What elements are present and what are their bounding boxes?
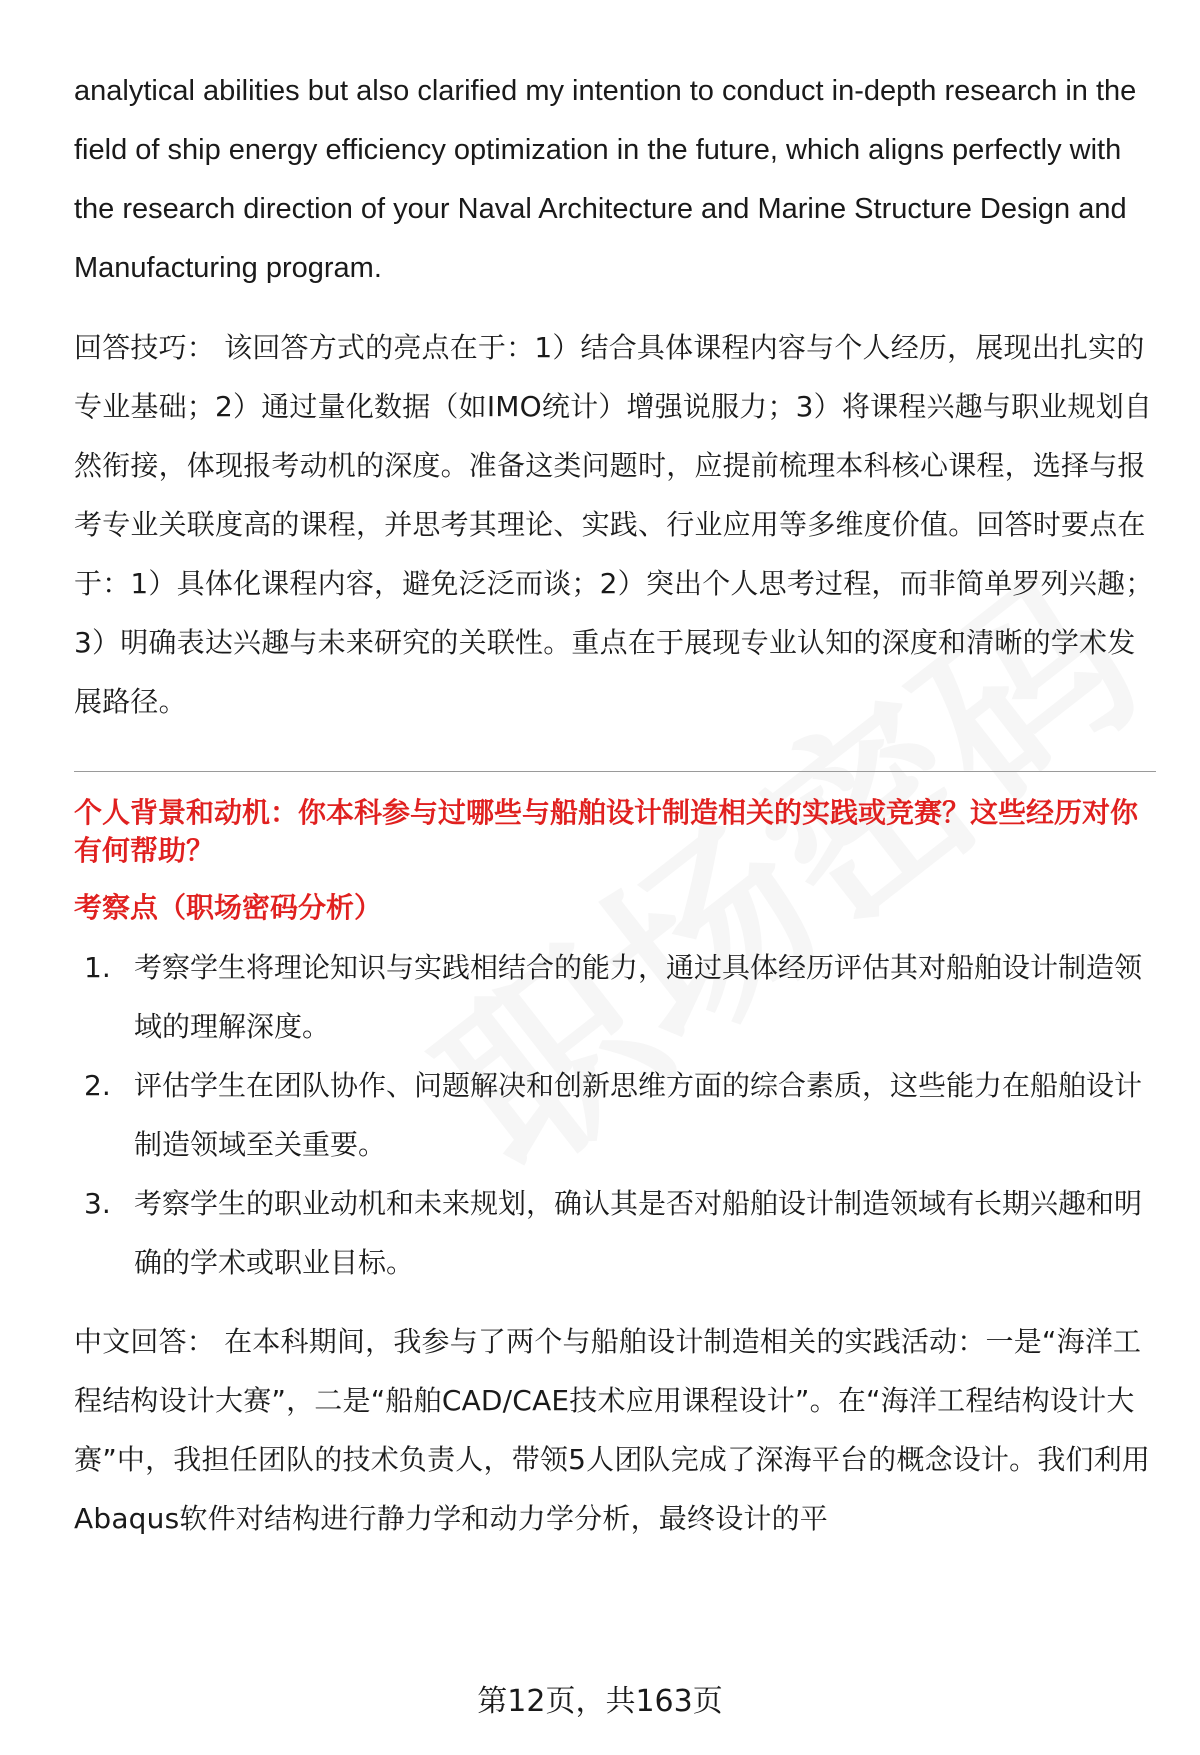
- answer-paragraph: [74, 1312, 1156, 1548]
- assessment-heading: 考察点（职场密码分析）: [74, 891, 383, 924]
- list-item-number: 1.: [84, 951, 111, 984]
- page-footer: 第12页，共163页: [477, 1684, 723, 1719]
- list-item-text: 评估学生在团队协作、问题解决和创新思维方面的综合素质，这些能力在船舶设计制造领域至关重要。: [134, 1069, 1143, 1161]
- list-item-number: 3.: [84, 1187, 111, 1220]
- list-item: [74, 1174, 1156, 1292]
- question-heading: 个人背景和动机：你本科参与过哪些与船舶设计制造相关的实践或竞赛？这些经历对你有何帮助？: [74, 796, 1139, 867]
- document-page: [74, 62, 1156, 1548]
- list-item: [74, 1056, 1156, 1174]
- assessment-list: [74, 938, 1156, 1292]
- tips-label: 回答技巧：: [74, 331, 216, 364]
- list-item-number: 2.: [84, 1069, 111, 1102]
- answer-label: 中文回答：: [74, 1325, 216, 1358]
- answer-text: 在本科期间，我参与了两个与船舶设计制造相关的实践活动：一是“海洋工程结构设计大赛”，二是“船舶CAD/CAE技术应用课程设计”。在“海洋工程结构设计大赛”中，我担任团队的技术负责人，带领5人团队完成了深海平台的概念设计。我们利用Abaqus软件对结构进行静力学和动力学分析，最终设计的平: [74, 1325, 1151, 1535]
- list-item-text: 考察学生将理论知识与实践相结合的能力，通过具体经历评估其对船舶设计制造领域的理解深度。: [134, 951, 1143, 1043]
- tips-paragraph: [74, 318, 1156, 731]
- tips-text: 该回答方式的亮点在于：1）结合具体课程内容与个人经历，展现出扎实的专业基础；2）通过量化数据（如IMO统计）增强说服力；3）将课程兴趣与职业规划自然衔接，体现报考动机的深度。准备这类问题时，应提前梳理本科核心课程，选择与报考专业关联度高的课程，并思考其理论、实践、行业应用等多维度价值。回答时要点在于：1）具体化课程内容，避免泛泛而谈；2）突出个人思考过程，而非简单罗列兴趣；3）明确表达兴趣与未来研究的关联性。重点在于展现专业认知的深度和清晰的学术发展路径。: [74, 331, 1154, 718]
- section-divider: [74, 771, 1156, 772]
- intro-paragraph: analytical abilities but also clarified my intention to conduct in-depth research in the field of ship energy efficiency optimization in the future, which aligns perfectly with the research direction of your Naval Architecture and Marine Structure Design and Manufacturing program.: [74, 75, 1137, 284]
- list-item-text: 考察学生的职业动机和未来规划，确认其是否对船舶设计制造领域有长期兴趣和明确的学术或职业目标。: [134, 1187, 1143, 1279]
- list-item: [74, 938, 1156, 1056]
